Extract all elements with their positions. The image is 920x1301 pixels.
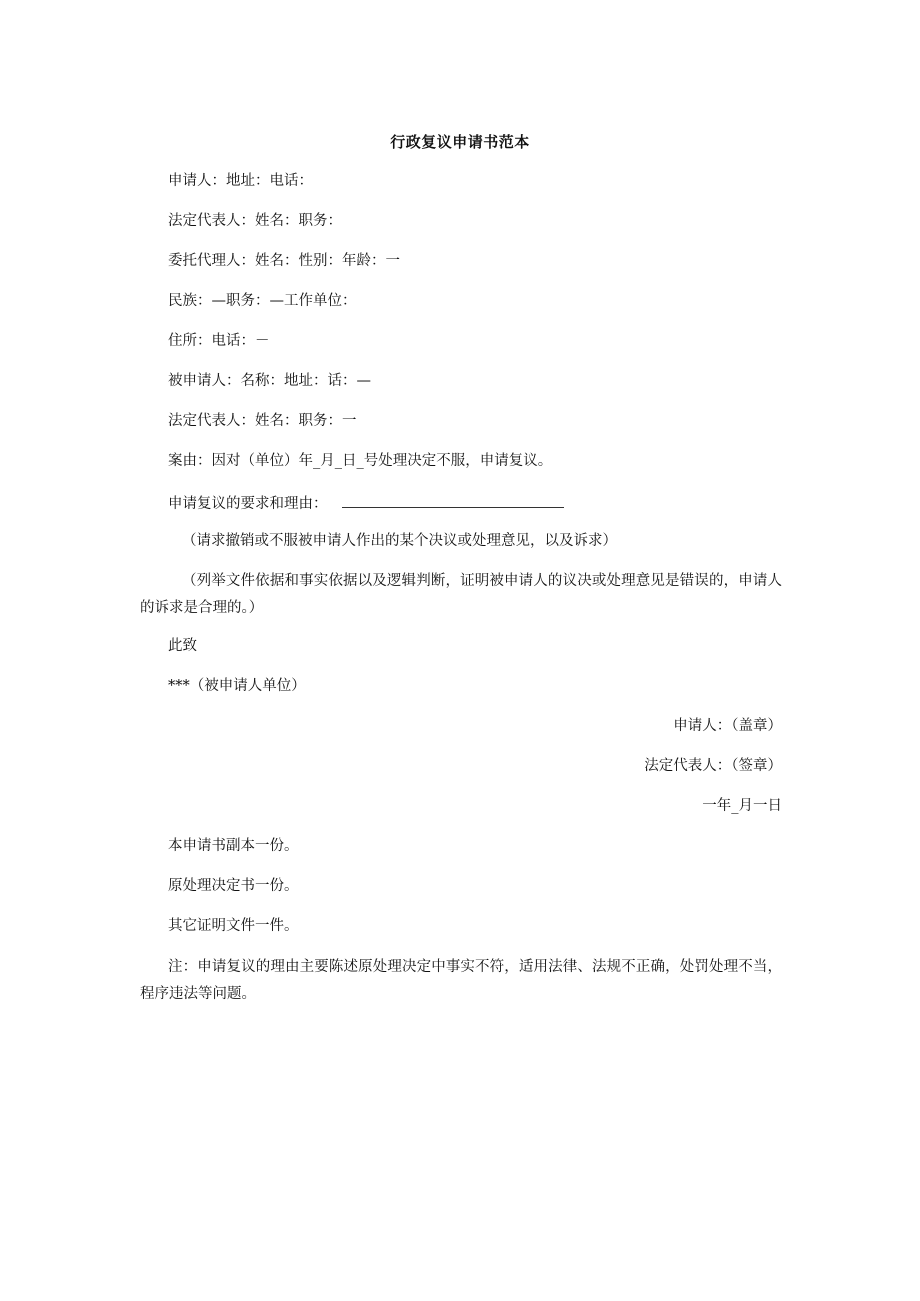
residence-line: 住所：电话：－ — [168, 333, 270, 349]
attachment-item-1: 本申请书副本一份。 — [168, 838, 299, 854]
attachment-item-3: 其它证明文件一件。 — [168, 918, 299, 934]
evidence-note-paragraph: （列举文件依据和事实依据以及逻辑判断，证明被申请人的议决或处理意见是错误的，申请人的诉求是合理的。） — [140, 573, 782, 616]
sign-legal-rep: 法定代表人：（签章） — [644, 758, 782, 774]
respondent-legal-rep-line: 法定代表人：姓名：职务：一 — [168, 413, 357, 429]
case-reason-line: 案由：因对（单位）年_月_日_号处理决定不服，申请复议。 — [168, 453, 553, 469]
recipient: ***（被申请人单位） — [168, 678, 306, 694]
agent-line: 委托代理人：姓名：性别：年龄：一 — [168, 253, 400, 269]
sign-applicant: 申请人：（盖章） — [673, 718, 782, 734]
request-line — [168, 493, 564, 514]
legal-rep-line: 法定代表人：姓名：职务： — [168, 213, 342, 229]
respondent-line: 被申请人：名称：地址：话：— — [168, 373, 371, 389]
request-note: （请求撤销或不服被申请人作出的某个决议或处理意见，以及诉求） — [182, 533, 617, 549]
sign-date: 一年_月一日 — [702, 798, 782, 814]
request-label: 申请复议的要求和理由： — [168, 496, 328, 512]
request-blank-underline — [342, 493, 564, 508]
applicant-line: 申请人：地址：电话： — [168, 173, 313, 189]
ethnicity-line: 民族：—职务：—工作单位： — [168, 293, 357, 309]
document-title: 行政复议申请书范本 — [390, 133, 530, 151]
footnote-paragraph: 注：申请复议的理由主要陈述原处理决定中事实不符，适用法律、法规不正确，处罚处理不当，程序违法等问题。 — [140, 959, 782, 1002]
attachment-item-2: 原处理决定书一份。 — [168, 878, 299, 894]
salutation: 此致 — [168, 638, 197, 654]
